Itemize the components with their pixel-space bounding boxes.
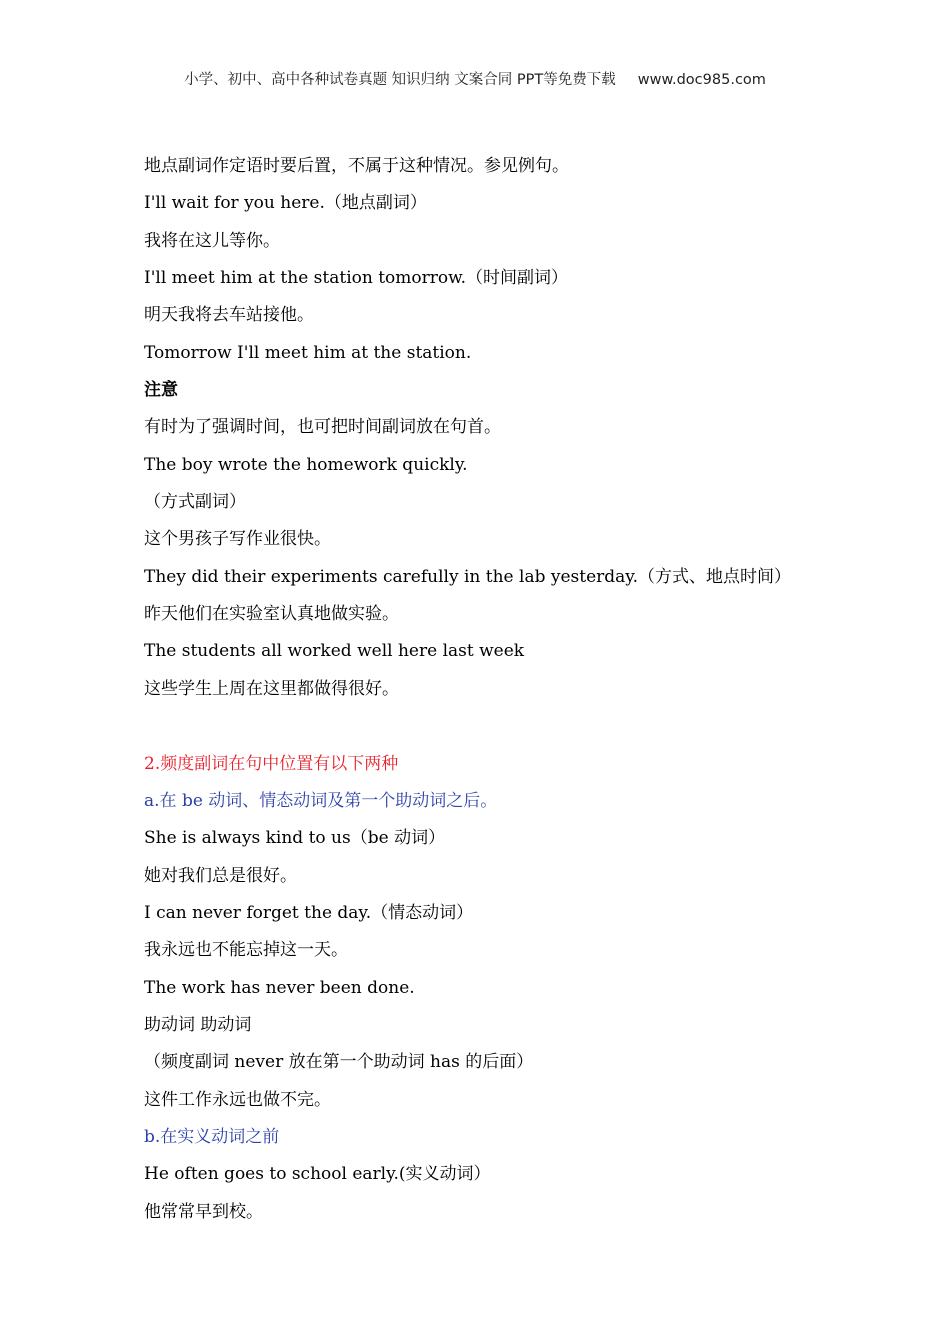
translation: 我将在这儿等你。 — [144, 230, 280, 251]
example-sentence: She is always kind to us（be 动词） — [144, 828, 446, 849]
example-sentence: I'll meet him at the station tomorrow.（时间副词） — [144, 268, 569, 289]
translation: 昨天他们在实验室认真地做实验。 — [144, 604, 399, 625]
example-sentence: I'll wait for you here.（地点副词） — [144, 193, 427, 214]
annotation: （频度副词 never 放在第一个助动词 has 的后面） — [144, 1052, 534, 1073]
subsection-heading: b.在实义动词之前 — [144, 1126, 280, 1147]
header-text: 小学、初中、高中各种试卷真题 知识归纳 文案合同 PPT等免费下载 — [184, 72, 616, 88]
note-heading: 注意 — [144, 380, 178, 401]
text-line: 有时为了强调时间，也可把时间副词放在句首。 — [144, 417, 501, 438]
translation: 明天我将去车站接他。 — [144, 305, 314, 326]
example-sentence: Tomorrow I'll meet him at the station. — [144, 342, 472, 363]
example-sentence: The boy wrote the homework quickly. — [144, 454, 468, 475]
header-site: www.doc985.com — [637, 72, 766, 88]
translation: 这件工作永远也做不完。 — [144, 1089, 331, 1110]
translation: 她对我们总是很好。 — [144, 865, 297, 886]
translation: 我永远也不能忘掉这一天。 — [144, 940, 348, 961]
document-body — [144, 148, 864, 1231]
translation: 这个男孩子写作业很快。 — [144, 529, 331, 550]
example-sentence: The students all worked well here last week — [144, 641, 525, 662]
page-header — [0, 68, 950, 89]
example-sentence: I can never forget the day.（情态动词） — [144, 902, 474, 923]
example-sentence: He often goes to school early.(实义动词） — [144, 1164, 491, 1185]
text-line: 地点副词作定语时要后置，不属于这种情况。参见例句。 — [144, 156, 569, 176]
blank-line — [144, 708, 864, 745]
translation: 这些学生上周在这里都做得很好。 — [144, 678, 399, 699]
translation: 他常常早到校。 — [144, 1201, 263, 1222]
section-heading: 2.频度副词在句中位置有以下两种 — [144, 753, 399, 774]
annotation: （方式副词） — [144, 492, 246, 513]
subsection-heading: a.在 be 动词、情态动词及第一个助动词之后。 — [144, 790, 498, 811]
annotation: 助动词 助动词 — [144, 1014, 252, 1035]
example-sentence: They did their experiments carefully in the lab yesterday.（方式、地点时间） — [144, 566, 792, 587]
example-sentence: The work has never been done. — [144, 977, 415, 998]
